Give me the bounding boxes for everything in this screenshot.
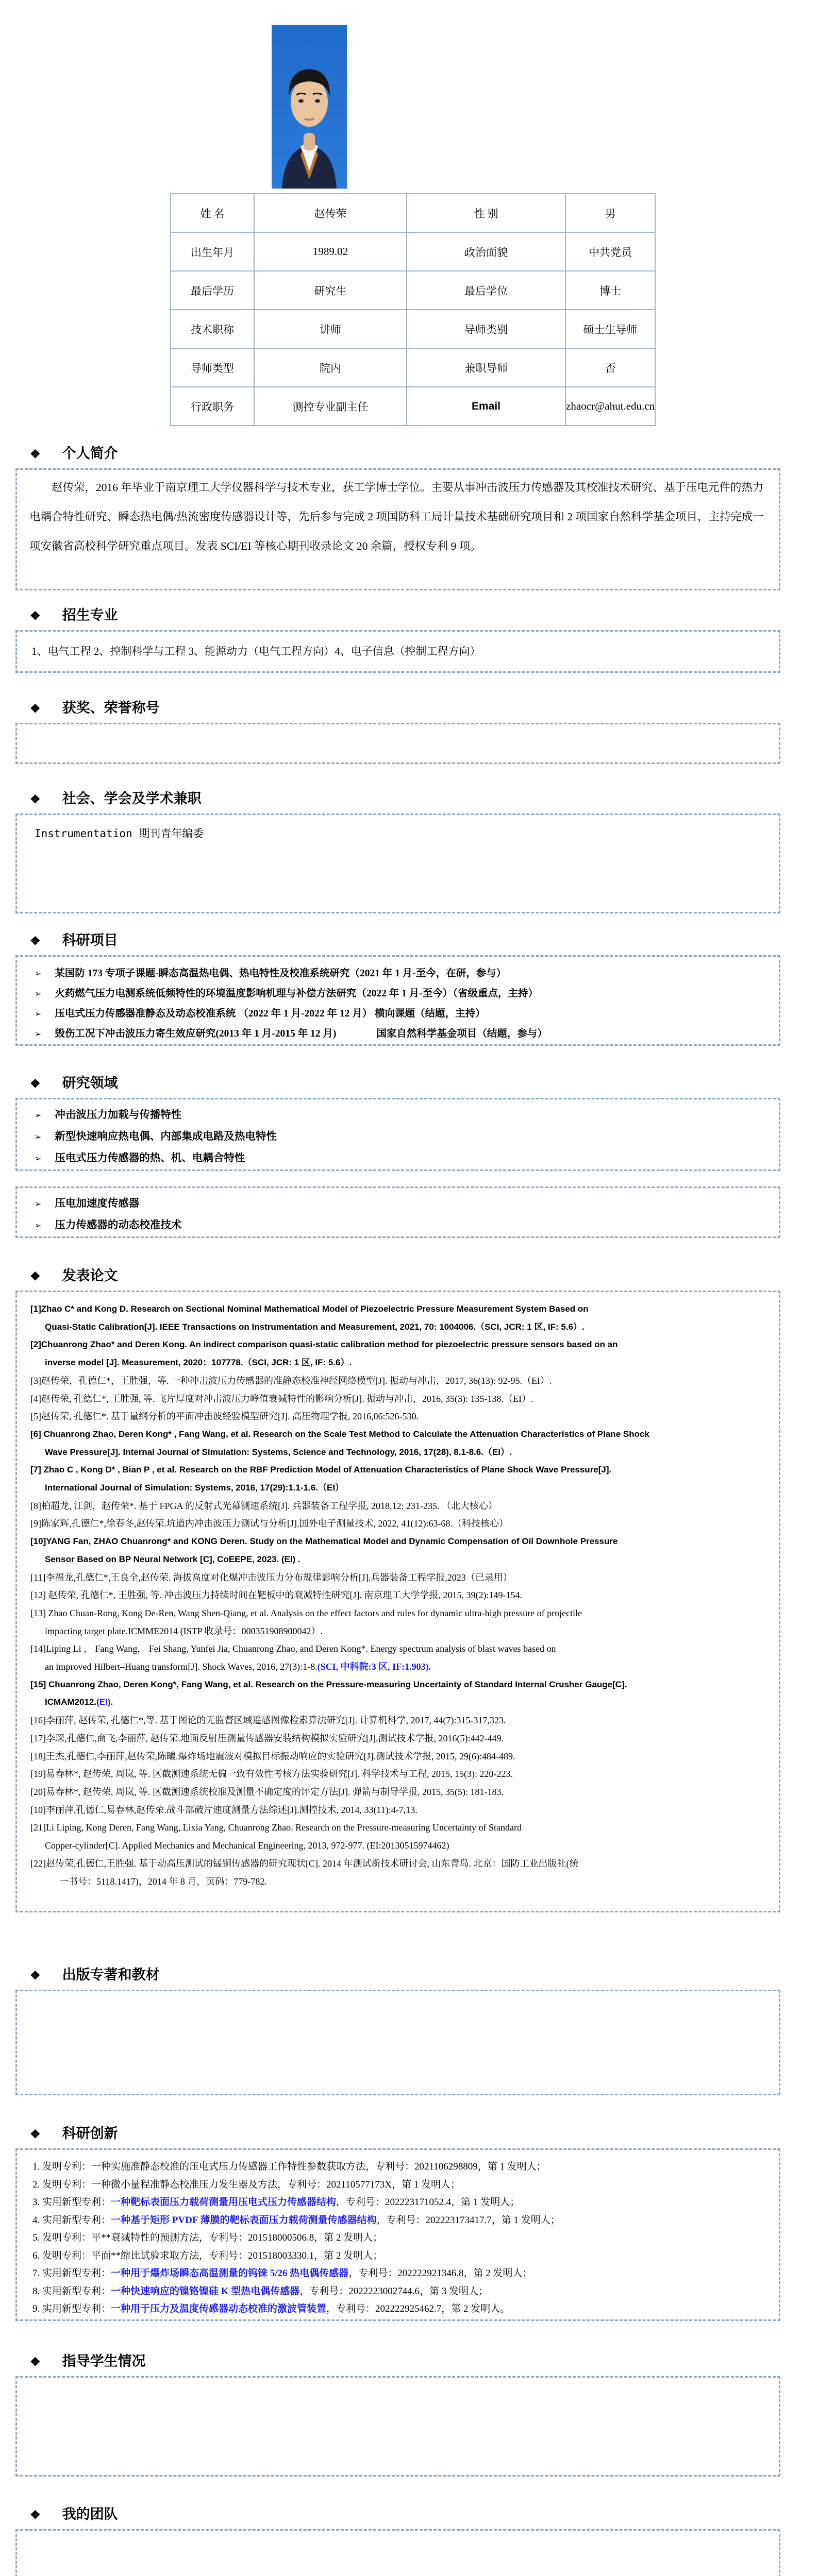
section-header-research-projects	[30, 931, 818, 951]
field-value: 讲师	[254, 310, 407, 348]
diamond-icon: ❖	[30, 1969, 41, 1982]
arrow-bullet-icon: ➢	[35, 1030, 42, 1039]
field-label: 出生年月	[171, 232, 254, 271]
patent-item	[32, 2247, 779, 2265]
arrow-bullet-icon: ➢	[35, 1111, 42, 1120]
section-header-innovation	[30, 2124, 818, 2144]
field-value: 否	[565, 348, 655, 387]
patent-text: 9. 实用新型专利：	[32, 2303, 111, 2314]
books-box	[15, 1990, 780, 2095]
enroll-majors-box	[15, 630, 780, 673]
field-label: Email	[407, 387, 565, 426]
section-header-memberships	[30, 789, 818, 809]
project-item	[35, 964, 779, 984]
arrow-bullet-icon: ➢	[35, 1133, 42, 1142]
field-label: 兼职导师	[407, 348, 565, 387]
publication-line	[30, 1533, 779, 1551]
publication-text: [13] Zhao Chuan-Rong, Kong De-Ren, Wang Shen-Qiang, et al. Analysis on the effect factors and rules for dynamic ultra-high pressure of projectile	[30, 1607, 582, 1618]
publication-line	[30, 1408, 779, 1426]
table-row	[171, 194, 655, 232]
enroll-majors-line: 1、电气工程 2、控制科学与工程 3、能源动力（电气工程方向）4、电子信息（控制工程方向）	[31, 645, 481, 657]
table-row	[171, 387, 655, 426]
section-header-personal-intro	[30, 444, 818, 464]
publication-text: 一书号：5118.1417)，2014 年 8 月，页码：779-782.	[59, 1876, 267, 1887]
publication-text: [2]Chuanrong Zhao* and Deren Kong. An indirect comparison quasi-static calibration method for piezoelectric pressure sensors based on an	[30, 1340, 618, 1350]
diamond-icon: ❖	[30, 2128, 41, 2141]
publication-text: [8]柏超龙, 江剑，赵传荣*. 基于 FPGA 的反射式光幕测速系统[J]. 兵器装备工程学报, 2018,12: 231-235. （北大核心）	[30, 1500, 497, 1511]
field-value: 男	[565, 194, 655, 232]
research-field-item	[35, 1126, 779, 1148]
arrow-bullet-icon: ➢	[35, 1155, 42, 1163]
patent-text: 1. 发明专利：一种实施准静态校准的压电式压力传感器工作特性参数获取方法，专利号：2021106298809，第 1 发明人；	[32, 2161, 546, 2172]
patent-item	[32, 2176, 779, 2194]
section-header-books	[30, 1965, 818, 1985]
publication-text: [15] Chuanrong Zhao, Deren Kong*, Fang Wang, et al. Research on the Pressure-measuring Uncertainty of Standard Internal Crusher Gauge[C].	[30, 1679, 627, 1689]
patent-item	[32, 2300, 779, 2318]
students-box	[15, 2376, 780, 2477]
patent-text: 6. 发明专利：平面**缩比试验求取方法，专利号：201518003330.1，第 2 发明人；	[32, 2250, 383, 2261]
publication-line	[30, 1730, 779, 1748]
publication-line	[30, 1479, 779, 1497]
publication-line	[30, 1515, 779, 1533]
field-value: 研究生	[254, 271, 407, 310]
publication-line	[30, 1444, 779, 1462]
publication-text: ICMAM2012.	[45, 1697, 97, 1707]
research-field-item	[35, 1215, 779, 1236]
publications-box	[15, 1291, 780, 1912]
project-text: 某国防 173 专项子课题-瞬态高温热电偶、热电特性及校准系统研究（2021 年 1 月-至今，在研，参与）	[55, 968, 507, 979]
publication-text: [1]Zhao C* and Kong D. Research on Sectional Nominal Mathematical Model of Piezoelectric Pressure Measurement System Based on	[30, 1304, 589, 1314]
publication-text: [14]Liping Li ， Fang Wang， Fei Shang, Yunfei Jia, Chuanrong Zhao, and Deren Kong*. Energy spectrum analysis of blast waves based on	[30, 1643, 556, 1654]
patent-item	[32, 2194, 779, 2212]
field-label: 政治面貌	[407, 232, 565, 271]
project-text: 火药燃气压力电测系统低频特性的环境温度影响机理与补偿方法研究（2022 年 1 月-至今）（省级重点，主持）	[55, 988, 539, 999]
publication-line	[30, 1711, 779, 1730]
research-field-text: 压电式压力传感器的热、机、电耦合特性	[55, 1152, 245, 1164]
portrait-photo	[272, 25, 347, 189]
section-title: 发表论文	[62, 1268, 118, 1283]
personal-intro-box	[15, 468, 780, 590]
publication-line	[30, 1604, 779, 1622]
publication-line	[30, 1461, 779, 1479]
publication-text: [21]Li Liping, Kong Deren, Fang Wang, Lixia Yang, Chuanrong Zhao. Research on the Pressure-measuring Uncertainty of Standard	[30, 1822, 522, 1833]
section-title: 个人简介	[62, 446, 118, 461]
publication-text: [10]YANG Fan, ZHAO Chuanrong* and KONG Deren. Study on the Mathematical Model and Dynamic Compensation of Oil Downhole Pressure	[30, 1536, 618, 1547]
publication-text: Sensor Based on BP Neural Network [C], CoEEPE, 2023. (EI) .	[45, 1554, 301, 1564]
publication-highlight: (SCI, 中科院:3 区, IF:1.903).	[317, 1662, 431, 1672]
publication-text: [20]易春林*, 赵传荣, 周岚, 等. 区截测速系统校准及测量不确定度的评定方法[J]. 弹箭与制导学报, 2015, 35(5): 181-183.	[30, 1786, 504, 1797]
publication-text: International Journal of Simulation: Systems, 2016, 17(29):1.1-1.6.（EI）	[45, 1483, 344, 1493]
publication-line	[30, 1765, 779, 1783]
publication-text: [3]赵传荣，孔德仁*，王胜强，等. 一种冲击波压力传感器的准静态校准神经网络模型[J]. 振动与冲击，2017, 36(13): 92-95.（EI）.	[30, 1375, 552, 1386]
patent-text: ，专利号：202222925462.7，第 2 发明人。	[326, 2303, 510, 2314]
patent-title-highlight: 一种用于压力及温度传感器动态校准的激波管装置	[111, 2303, 327, 2314]
research-field-text: 压电加速度传感器	[55, 1197, 140, 1209]
publication-text: [4]赵传荣, 孔德仁*, 王胜强, 等. 飞片厚度对冲击波压力峰值衰减特性的影响分析[J]. 振动与冲击，2016, 35(3): 135-138.（EI）.	[30, 1393, 533, 1404]
section-title: 指导学生情况	[62, 2353, 146, 2369]
publication-line	[30, 1426, 779, 1444]
patent-title-highlight: 一种用于爆炸场瞬态高温测量的钨铼 5/26 热电偶传感器	[111, 2268, 349, 2279]
arrow-bullet-icon: ➢	[35, 1222, 42, 1230]
diamond-icon: ❖	[30, 702, 41, 715]
publication-line	[30, 1497, 779, 1515]
patent-text: ，专利号：202223173417.7，第 1 发明人；	[376, 2214, 560, 2226]
arrow-bullet-icon: ➢	[35, 1010, 42, 1019]
publication-line	[30, 1300, 779, 1318]
publication-text: [9]陈家辉,孔德仁*,徐春冬,赵传荣.坑道内冲击波压力测试与分析[J].国外电子测量技术, 2022, 41(12):63-68.（科技核心）	[30, 1518, 508, 1529]
publication-line	[30, 1855, 779, 1873]
team-box	[15, 2529, 780, 2576]
section-header-research-fields	[30, 1074, 818, 1093]
section-title: 出版专著和教材	[62, 1967, 160, 1982]
field-label: 导师类别	[407, 310, 565, 348]
patent-text: 8. 实用新型专利：	[32, 2285, 111, 2297]
patent-text: ，专利号：202222921346.8，第 2 发明人；	[348, 2268, 532, 2279]
project-text: 毁伤工况下冲击波压力寄生效应研究(2013 年 1 月-2015 年 12 月) 国家自然科学基金项目（结题，参与）	[55, 1028, 547, 1039]
field-value: 硕士生导师	[565, 310, 655, 348]
publication-text: [17]李琛,孔德仁,商飞,李丽萍, 赵传荣.地面反射压测量传感器安装结构模拟实验研究[J].测试技术学报, 2016(5):442-449.	[30, 1733, 504, 1743]
publication-highlight: (EI).	[96, 1697, 113, 1707]
table-row	[171, 271, 655, 310]
publication-text: [12] 赵传荣, 孔德仁*, 王胜强, 等. 冲击波压力持续时间在靶板中的衰减特性研究[J]. 南京理工大学学报, 2015, 39(2):149-154.	[30, 1590, 522, 1601]
patent-item	[32, 2265, 779, 2283]
membership-line: Instrumentation 期刊青年编委	[35, 827, 204, 840]
publication-line	[30, 1372, 779, 1390]
patent-text: 4. 实用新型专利：	[32, 2214, 111, 2226]
publication-line	[30, 1783, 779, 1801]
section-header-publications	[30, 1266, 818, 1286]
publication-line	[30, 1819, 779, 1837]
patent-text: ，专利号：2022223002744.6，第 3 发明人；	[299, 2285, 489, 2297]
diamond-icon: ❖	[30, 609, 41, 622]
arrow-bullet-icon: ➢	[35, 970, 42, 978]
section-title: 研究领域	[62, 1075, 118, 1091]
research-fields-box-1	[15, 1098, 780, 1171]
research-field-text: 新型快速响应热电偶、内部集成电路及热电特性	[55, 1130, 277, 1142]
section-title: 科研创新	[62, 2126, 118, 2141]
publication-line	[30, 1873, 779, 1891]
publication-line	[30, 1676, 779, 1694]
field-label: 最后学位	[407, 271, 565, 310]
research-field-item	[35, 1148, 779, 1170]
publication-text: [5]赵传荣, 孔德仁*. 基于量纲分析的平面冲击波经验模型研究[J]. 高压物理学报, 2016,06:526-530.	[30, 1411, 419, 1422]
field-value: 博士	[565, 271, 655, 310]
memberships-box	[15, 814, 780, 913]
section-title: 招生专业	[62, 607, 118, 623]
field-label: 姓 名	[171, 194, 254, 232]
diamond-icon: ❖	[30, 2355, 41, 2368]
field-value: 院内	[254, 348, 407, 387]
research-field-item	[35, 1193, 779, 1215]
publication-text: inverse model [J]. Measurement, 2020：107778.（SCI, JCR: 1 区, IF: 5.6）.	[45, 1358, 352, 1368]
publication-text: impacting target plate.ICMME2014 (ISTP 收录号：000351908900042）.	[45, 1625, 323, 1636]
section-header-team	[30, 2505, 818, 2524]
project-item	[35, 1024, 779, 1044]
research-field-item	[35, 1105, 779, 1126]
section-header-awards	[30, 699, 818, 718]
table-row	[171, 348, 655, 387]
publication-text: Copper-cylinder[C]. Applied Mechanics and Mechanical Engineering, 2013, 972-977. (EI:20130515974462)	[45, 1840, 449, 1851]
field-label: 技术职称	[171, 310, 254, 348]
arrow-bullet-icon: ➢	[35, 990, 42, 998]
project-item	[35, 1004, 779, 1024]
diamond-icon: ❖	[30, 448, 41, 461]
research-field-text: 冲击波压力加载与传播特性	[55, 1109, 182, 1121]
publication-line	[30, 1658, 779, 1676]
field-label: 行政职务	[171, 387, 254, 426]
patent-text: 2. 发明专利：一种微小量程准静态校准压力发生器及方法，专利号：202110577173X，第 1 发明人；	[32, 2179, 461, 2190]
publication-line	[30, 1748, 779, 1766]
project-text: 压电式压力传感器准静态及动态校准系统 （2022 年 1 月-2022 年 12 月） 横向课题（结题，主持）	[55, 1008, 486, 1019]
publication-line	[30, 1586, 779, 1604]
diamond-icon: ❖	[30, 935, 41, 947]
publication-text: [19]易春林*, 赵传荣, 周岚, 等. 区截测速系统无偏一致有效性考核方法实验研究[J]. 科学技术与工程, 2015, 15(3): 220-223.	[30, 1769, 513, 1780]
publication-line	[30, 1336, 779, 1354]
publication-line	[30, 1354, 779, 1372]
table-row	[171, 310, 655, 348]
field-label: 导师类型	[171, 348, 254, 387]
arrow-bullet-icon: ➢	[35, 1200, 42, 1209]
publication-line	[30, 1693, 779, 1711]
diamond-icon: ❖	[30, 1270, 41, 1283]
publication-text: Quasi-Static Calibration[J]. IEEE Transactions on Instrumentation and Measurement, 2021, 70: 1004006.（SCI, JCR: 1 区, IF: 5.6）.	[45, 1321, 585, 1332]
diamond-icon: ❖	[30, 793, 41, 806]
research-field-text: 压力传感器的动态校准技术	[55, 1219, 182, 1231]
research-projects-box	[15, 955, 780, 1046]
publication-line	[30, 1640, 779, 1658]
publication-line	[30, 1837, 779, 1855]
patent-item	[32, 2158, 779, 2176]
patent-title-highlight: 一种靶标表面压力载荷测量用压电式压力传感器结构	[111, 2197, 337, 2208]
publication-text: [7] Zhao C , Kong D* , Bian P , et al. Research on the RBF Prediction Model of Attenuation Characteristics of Plane Shock Wave Pressure[J].	[30, 1465, 612, 1475]
publication-line	[30, 1622, 779, 1640]
section-title: 社会、学会及学术兼职	[62, 791, 202, 806]
section-title: 科研项目	[62, 933, 118, 948]
field-label: 性 别	[407, 194, 565, 232]
project-item	[35, 984, 779, 1004]
patent-title-highlight: 一种基于矩形 PVDF 薄膜的靶标表面压力载荷测量传感器结构	[111, 2214, 377, 2226]
section-title: 我的团队	[62, 2506, 118, 2522]
publication-text: Wave Pressure[J]. Internal Journal of Simulation: Systems, Science and Technology, 2016, 17(28), 8.1-8.6.（EI）.	[45, 1447, 512, 1457]
patent-text: 3. 实用新型专利：	[32, 2197, 111, 2208]
publication-text: an improved Hilbert–Huang transform[J]. Shock Waves, 2016, 27(3):1-8.	[45, 1662, 318, 1672]
diamond-icon: ❖	[30, 2509, 41, 2521]
publication-line	[30, 1801, 779, 1819]
publication-text: [6] Chuanrong Zhao, Deren Kong* , Fang Wang, et al. Research on the Scale Test Method to Calculate the Attenuation Characteristics of Plane Shock	[30, 1429, 649, 1439]
field-value: 1989.02	[254, 232, 407, 271]
publication-text: [18]王杰,孔德仁,李丽萍,赵传荣,陈曦.爆炸场地震波对模拟目标振动响应的实验研究[J].测试技术学报, 2015, 29(6):484-489.	[30, 1751, 515, 1761]
publication-text: [11]李福龙,孔德仁*,王良全,赵传荣. 海拔高度对化爆冲击波压力分布规律影响分析[J].兵器装备工程学报,2023（已录用）	[30, 1572, 512, 1583]
patent-text: 7. 实用新型专利：	[32, 2268, 111, 2279]
patent-text: 5. 发明专利：平**衰减特性的预测方法，专利号：201518000506.8，第 2 发明人；	[32, 2232, 383, 2243]
diamond-icon: ❖	[30, 1077, 41, 1090]
field-value: 中共党员	[565, 232, 655, 271]
publication-text: [22]赵传荣,孔德仁,王胜强. 基于动高压测试的锰铜传感器的研究现状[C]. 2014 年测试新技术研讨会, 山东青岛. 北京：国防工业出版社(统	[30, 1858, 579, 1869]
innovation-box	[15, 2148, 780, 2321]
patent-item	[32, 2283, 779, 2301]
publication-text: [16]李丽萍, 赵传荣, 孔德仁*,等. 基于图论的无监督区域遥感图像检索算法研究[J]. 计算机科学, 2017, 44(7):315-317,323.	[30, 1715, 506, 1726]
publication-line	[30, 1390, 779, 1408]
section-header-enroll-majors	[30, 606, 818, 625]
patent-title-highlight: 一种快速响应的镍铬镍硅 K 型热电偶传感器	[111, 2285, 300, 2297]
publication-line	[30, 1569, 779, 1587]
publication-line	[30, 1318, 779, 1336]
publication-text: [10]李丽萍,孔德仁,易春林,赵传荣.战斗部破片速度测量方法综述[J].测控技术, 2014, 33(11):4-7,13.	[30, 1804, 418, 1815]
field-value: 测控专业副主任	[254, 387, 407, 426]
research-fields-box-2	[15, 1187, 780, 1238]
patent-item	[32, 2212, 779, 2230]
patent-text: ，专利号：202223171052.4，第 1 发明人；	[336, 2197, 520, 2208]
field-value: 赵传荣	[254, 194, 407, 232]
profile-info-table	[170, 193, 656, 426]
patent-item	[32, 2229, 779, 2247]
awards-box	[15, 723, 780, 764]
publication-line	[30, 1551, 779, 1569]
section-title: 获奖、荣誉称号	[62, 700, 160, 716]
field-value: zhaocr@ahut.edu.cn	[565, 387, 655, 426]
field-label: 最后学历	[171, 271, 254, 310]
table-row	[171, 232, 655, 271]
section-header-students	[30, 2352, 818, 2371]
personal-intro-paragraph: 赵传荣，2016 年毕业于南京理工大学仪器科学与技术专业，获工学博士学位。主要从事冲击波压力传感器及其校准技术研究、基于压电元件的热力电耦合特性研究、瞬态热电偶/热流密度传感器设计等，先后参与完成 2 项国防科工局计量技术基础研究项目和 2 项国家自然科学基金项目，主持完成一项安徽省高校科学研究重点项目。发表 SCI/EI 等核心期刊收录论文 20 余篇，授权专利 9 项。	[29, 481, 764, 552]
